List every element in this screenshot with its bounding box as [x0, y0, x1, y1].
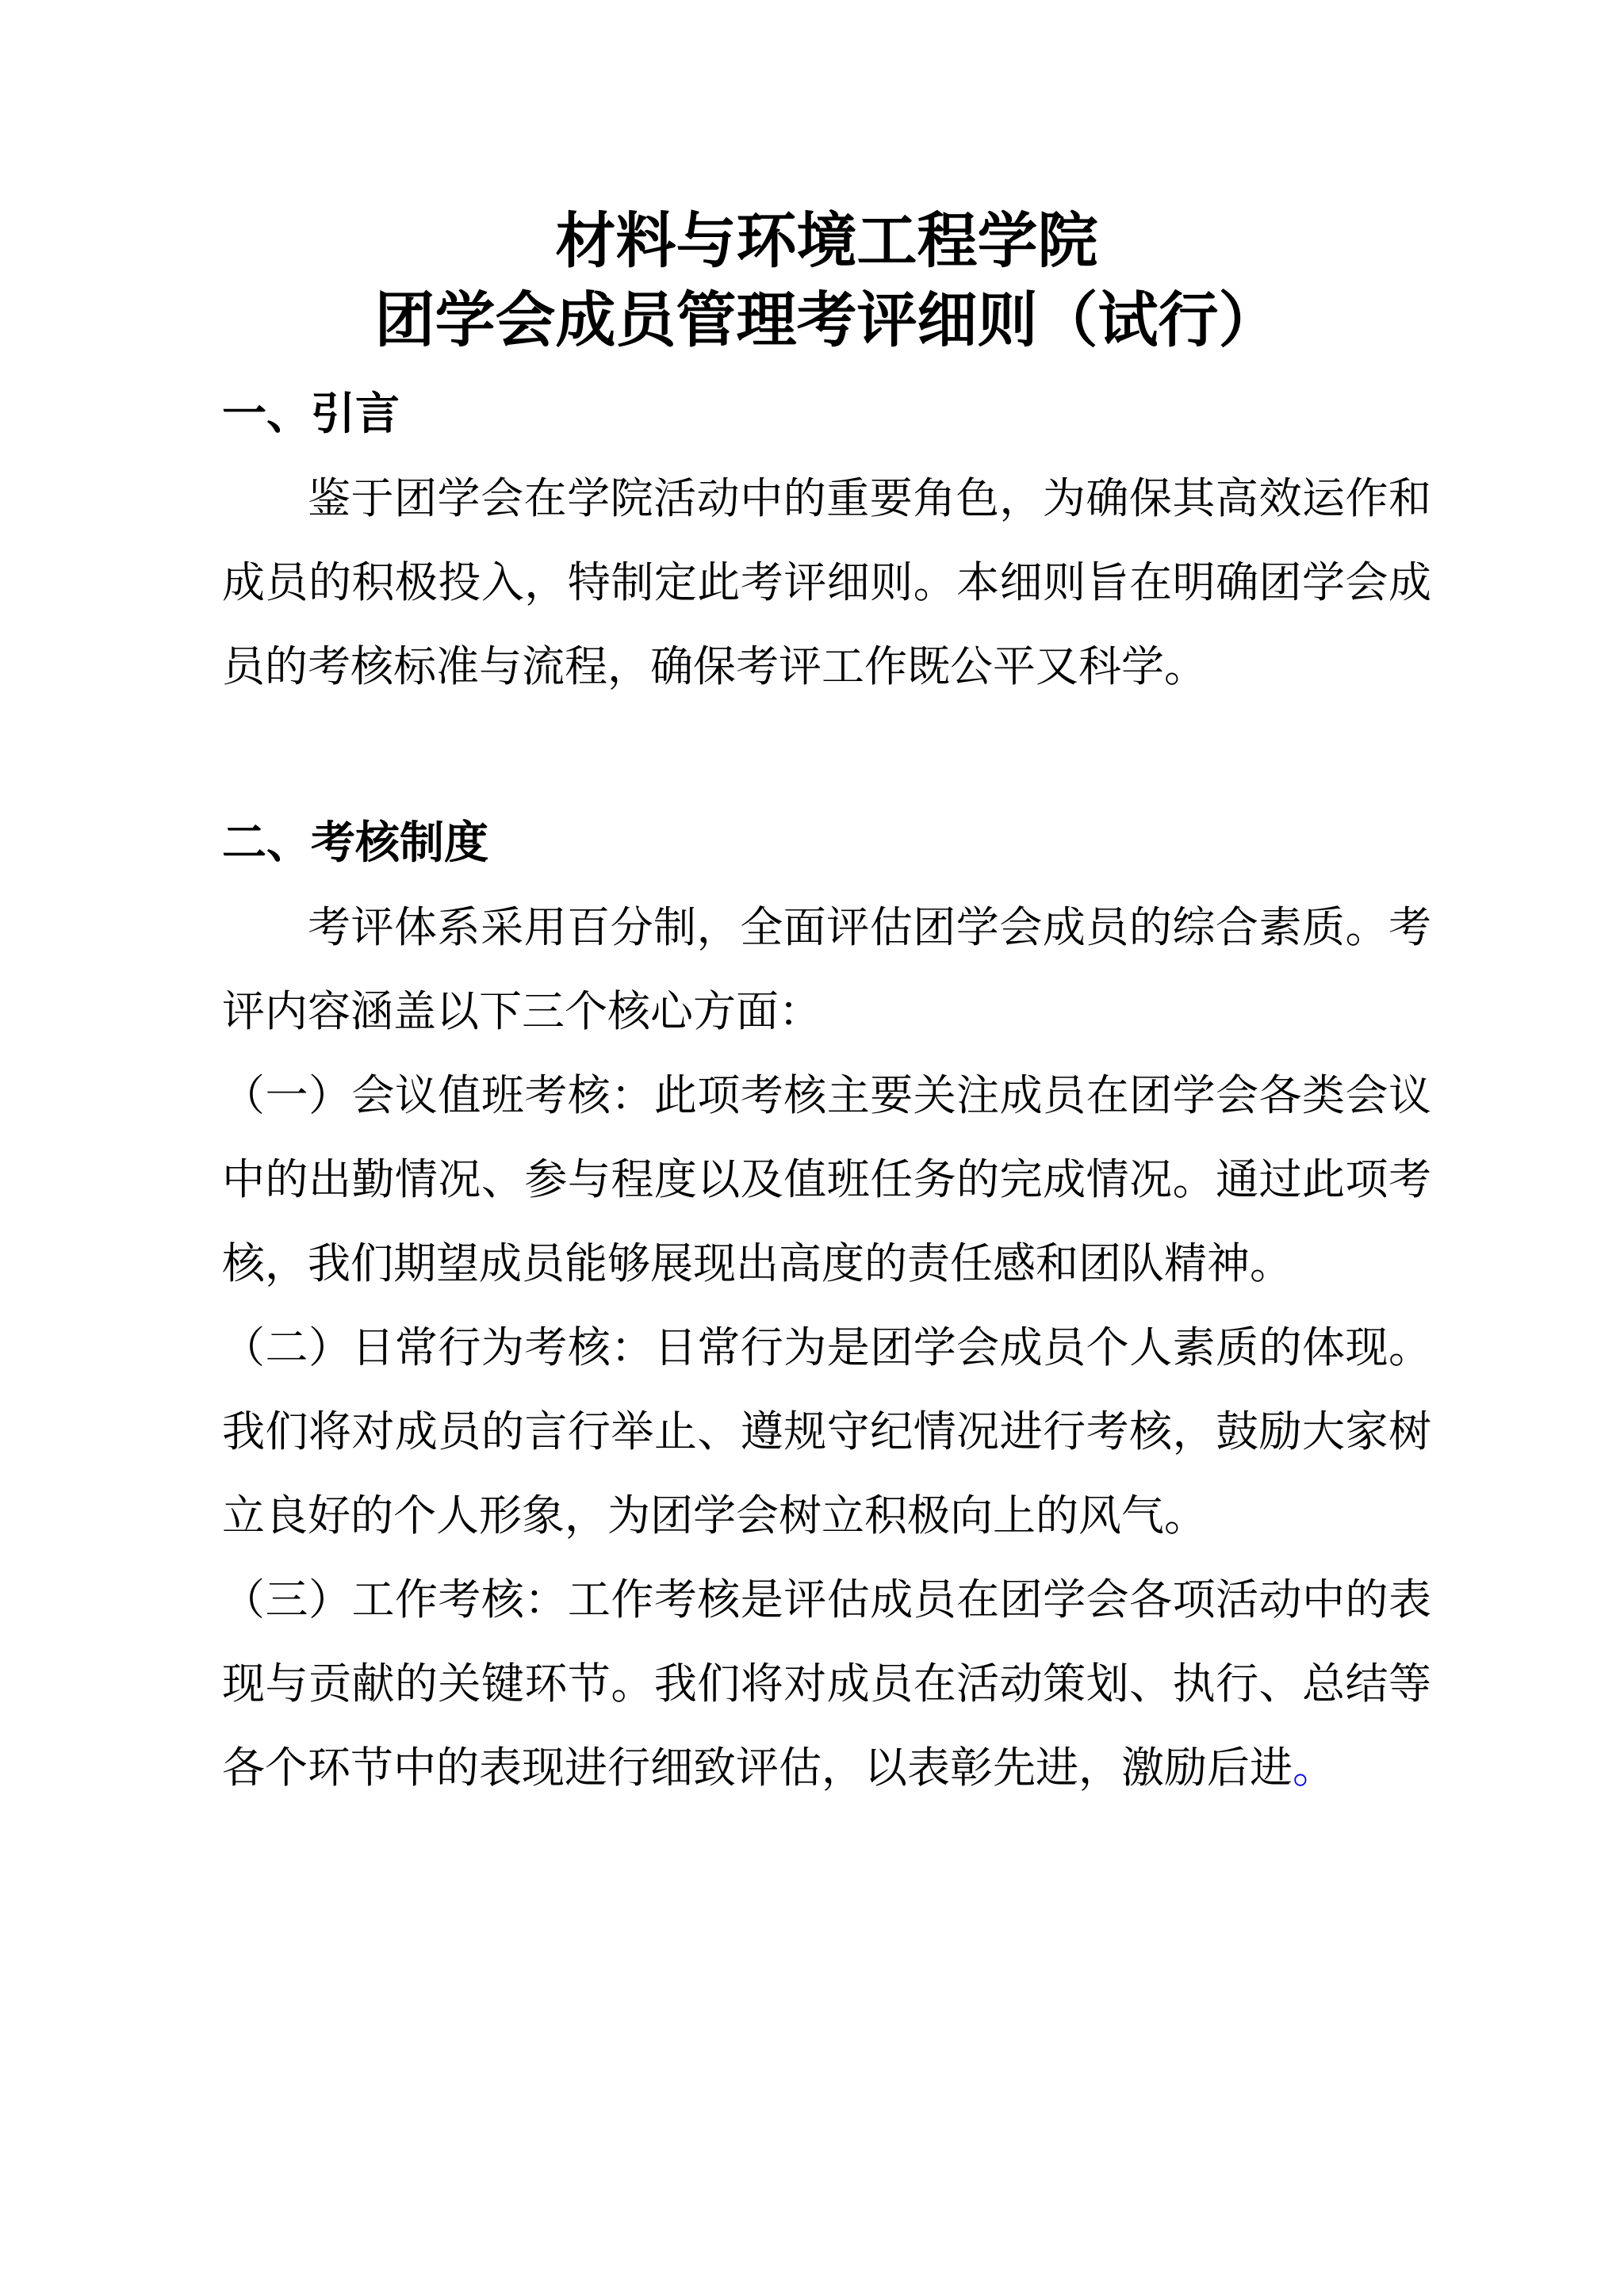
- paragraph-work-assessment: [222, 1558, 1431, 1810]
- document-title: [222, 202, 1431, 361]
- section-heading-introduction: 一、引言: [222, 390, 400, 439]
- paragraph-meeting-duty-assessment: （一）会议值班考核：此项考核主要关注成员在团学会各类会议中的出勤情况、参与程度以及值班任务的完成情况。通过此项考核，我们期望成员能够展现出高度的责任感和团队精神。: [222, 1072, 1431, 1288]
- paragraph-assessment-overview: 考评体系采用百分制，全面评估团学会成员的综合素质。考评内容涵盖以下三个核心方面：: [222, 904, 1431, 1035]
- paragraph-introduction: 鉴于团学会在学院活动中的重要角色，为确保其高效运作和成员的积极投入，特制定此考评细则。本细则旨在明确团学会成员的考核标准与流程，确保考评工作既公平又科学。: [222, 475, 1431, 691]
- section-heading-assessment-system: 二、考核制度: [222, 819, 488, 868]
- document-title-line-2: 团学会成员管理考评细则（试行）: [374, 288, 1279, 354]
- paragraph-daily-behavior-assessment: （二）日常行为考核：日常行为是团学会成员个人素质的体现。我们将对成员的言行举止、遵规守纪情况进行考核，鼓励大家树立良好的个人形象，为团学会树立积极向上的风气。: [222, 1324, 1431, 1540]
- document-title-line-1: 材料与环境工程学院: [555, 209, 1098, 275]
- final-period: 。: [1293, 1744, 1335, 1792]
- paragraph-work-assessment-text: （三）工作考核：工作考核是评估成员在团学会各项活动中的表现与贡献的关键环节。我们将对成员在活动策划、执行、总结等各个环节中的表现进行细致评估，以表彰先进，激励后进: [222, 1576, 1431, 1792]
